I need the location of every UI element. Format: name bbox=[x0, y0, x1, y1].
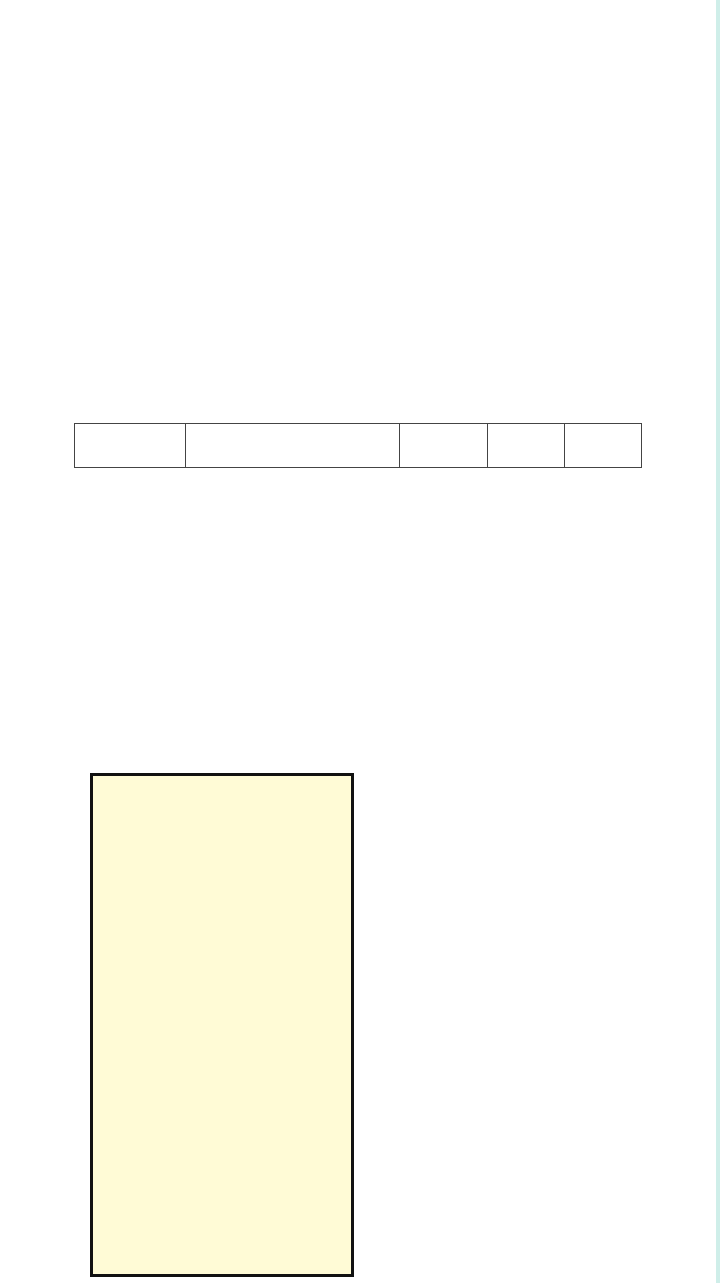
header-bandwidth bbox=[565, 424, 642, 468]
header-connector bbox=[186, 424, 400, 468]
header-dvi-type bbox=[75, 424, 186, 468]
header-signal-type bbox=[400, 424, 488, 468]
dvi-table bbox=[74, 423, 642, 468]
header-max-resolution bbox=[488, 424, 565, 468]
pin-count-panel bbox=[90, 773, 354, 1277]
table-header-row bbox=[75, 424, 642, 468]
edge-bar bbox=[716, 0, 720, 1283]
